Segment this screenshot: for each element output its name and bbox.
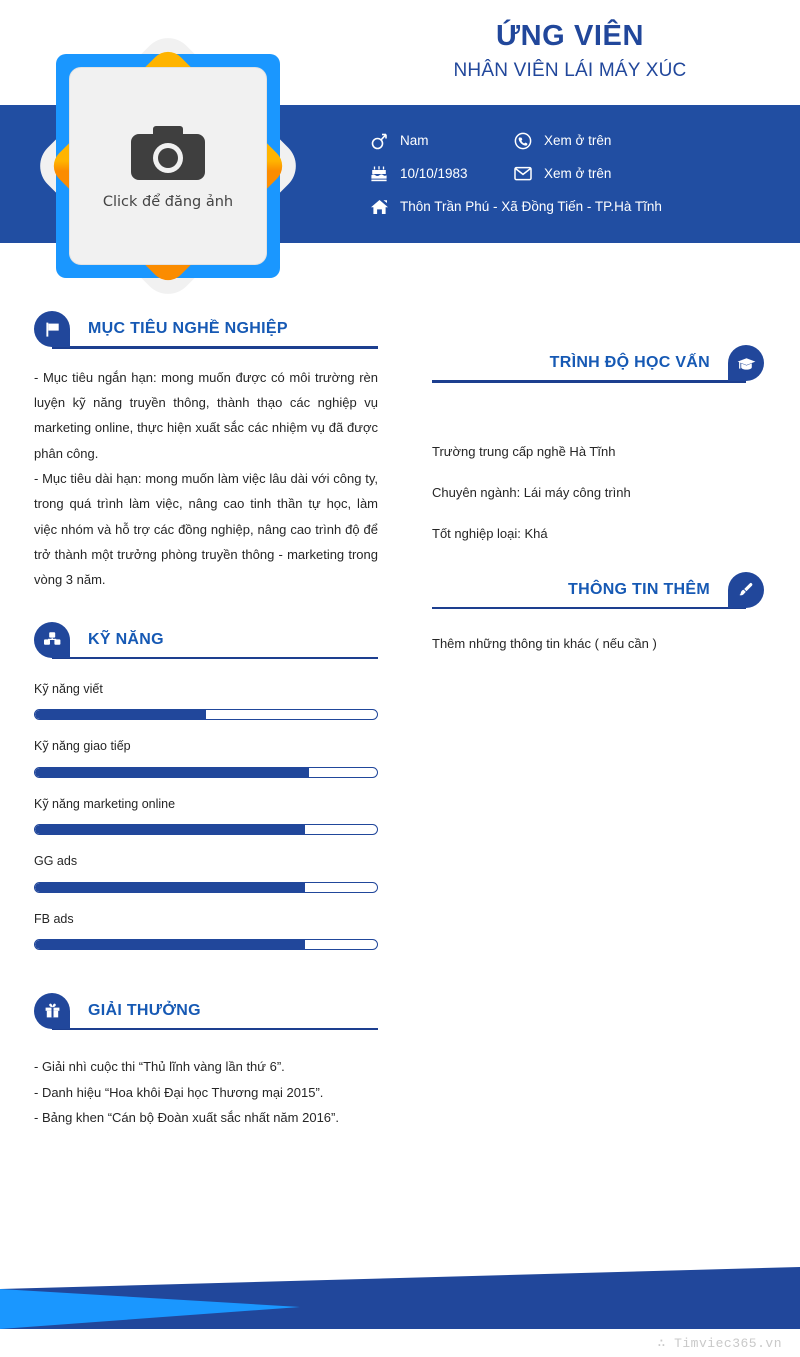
objective-paragraph: - Mục tiêu dài hạn: mong muốn làm việc lâu dài với công ty, trong quá trình làm việc, nâng cao tinh thần tự học, làm việc nhóm và hỗ trợ các đồng nghiệp, nâng cao trình độ để trở thành một trưởng phòng truyền thông - marketing trong vòng 3 năm. <box>34 470 378 588</box>
skill-item <box>34 677 378 720</box>
section-additional-info-body <box>432 609 764 656</box>
header-title-block <box>360 20 780 82</box>
contact-email-value: Xem ở trên <box>544 166 612 181</box>
graduation-cap-icon <box>728 345 764 381</box>
section-objective-body <box>34 349 378 593</box>
skill-label: Kỹ năng viết <box>34 682 103 697</box>
skill-progress-track[interactable] <box>34 767 378 778</box>
skill-item <box>34 734 378 777</box>
skill-label: Kỹ năng giao tiếp <box>34 739 131 754</box>
skill-item <box>34 792 378 835</box>
skill-progress-fill <box>35 710 206 719</box>
contact-gender <box>368 131 512 151</box>
skill-progress-fill <box>35 883 305 892</box>
contact-gender-value: Nam <box>400 133 429 148</box>
section-objective-title: MỤC TIÊU NGHỀ NGHIỆP <box>88 320 288 337</box>
cv-footer <box>0 1267 800 1357</box>
contact-row <box>368 190 788 223</box>
section-awards-body <box>34 1030 378 1130</box>
watermark: ∴ Timviec365.vn <box>657 1336 782 1351</box>
section-additional-info-title: THÔNG TIN THÊM <box>568 580 710 598</box>
section-education-body <box>432 383 764 547</box>
envelope-icon <box>512 164 534 184</box>
section-education-rule <box>432 380 746 383</box>
section-objective-rule <box>52 346 378 349</box>
education-line: Tốt nghiệp loại: Khá <box>432 526 548 542</box>
section-skills-title: KỸ NĂNG <box>88 630 164 648</box>
cv-header <box>0 0 800 310</box>
section-awards-header <box>34 992 378 1030</box>
right-column <box>432 344 764 672</box>
candidate-name: ỨNG VIÊN <box>495 20 645 52</box>
contact-birthday <box>368 164 512 184</box>
birthday-cake-icon <box>368 164 390 184</box>
skill-item <box>34 849 378 892</box>
section-education <box>432 344 764 547</box>
section-awards <box>34 992 378 1131</box>
photo-upload-caption: Click để đăng ảnh <box>102 194 234 210</box>
photo-upload-button[interactable] <box>69 67 267 265</box>
skill-progress-fill <box>35 940 305 949</box>
contact-info-block <box>368 124 788 223</box>
section-skills-body <box>34 659 378 950</box>
additional-info-line: Thêm những thông tin khác ( nếu cần ) <box>432 636 657 652</box>
skill-label: FB ads <box>34 911 74 926</box>
skill-progress-track[interactable] <box>34 939 378 950</box>
contact-email <box>512 164 611 184</box>
contact-phone-value: Xem ở trên <box>544 133 612 148</box>
award-paragraph: - Danh hiệu “Hoa khôi Đại học Thương mại 2015”. <box>34 1084 324 1100</box>
section-additional-info-rule <box>432 607 746 610</box>
section-skills <box>34 621 378 950</box>
skill-label: Kỹ năng marketing online <box>34 796 176 811</box>
contact-address <box>368 197 662 217</box>
section-awards-title: GIẢI THƯỞNG <box>88 1001 201 1019</box>
section-additional-info <box>432 571 764 657</box>
objective-paragraph: - Mục tiêu ngắn hạn: mong muốn được có môi trường rèn luyện kỹ năng truyền thông, thành thạo các nghiệp vụ marketing online, thực hiện xuất sắc các nhiệm vụ đã được phân công. <box>34 369 378 461</box>
skill-progress-track[interactable] <box>34 882 378 893</box>
education-line: Chuyên ngành: Lái máy công trình <box>432 484 631 500</box>
section-additional-info-header <box>432 571 764 609</box>
gender-male-icon <box>368 131 390 151</box>
contact-birthday-value: 10/10/1983 <box>400 166 468 181</box>
camera-icon <box>129 122 207 186</box>
candidate-position: NHÂN VIÊN LÁI MÁY XÚC <box>453 60 687 82</box>
skill-label: GG ads <box>34 854 78 869</box>
section-education-title: TRÌNH ĐỘ HỌC VẤN <box>549 354 710 371</box>
contact-address-value: Thôn Trần Phú - Xã Đồng Tiến - TP.Hà Tĩnh <box>400 199 662 214</box>
skill-progress-fill <box>35 825 305 834</box>
section-education-header <box>432 344 764 382</box>
photo-upload-area[interactable] <box>24 22 312 310</box>
skill-progress-track[interactable] <box>34 824 378 835</box>
home-icon <box>368 197 390 217</box>
award-paragraph: - Bảng khen “Cán bộ Đoàn xuất sắc nhất năm 2016”. <box>34 1110 339 1126</box>
skill-item <box>34 907 378 950</box>
section-awards-rule <box>52 1028 378 1031</box>
contact-row <box>368 157 788 190</box>
phone-icon <box>512 131 534 151</box>
skill-progress-track[interactable] <box>34 709 378 720</box>
contact-row <box>368 124 788 157</box>
skill-progress-fill <box>35 768 309 777</box>
award-paragraph: - Giải nhì cuộc thi “Thủ lĩnh vàng lần thứ 6”. <box>34 1059 285 1075</box>
section-objective <box>34 310 378 593</box>
section-skills-rule <box>52 657 378 660</box>
contact-phone <box>512 131 611 151</box>
section-skills-header <box>34 621 378 659</box>
education-line: Trường trung cấp nghề Hà Tĩnh <box>432 443 616 459</box>
cubes-icon <box>34 622 70 658</box>
left-column <box>34 310 378 1131</box>
gift-icon <box>34 993 70 1029</box>
flag-icon <box>34 311 70 347</box>
paint-brush-icon <box>728 572 764 608</box>
section-objective-header <box>34 310 378 348</box>
